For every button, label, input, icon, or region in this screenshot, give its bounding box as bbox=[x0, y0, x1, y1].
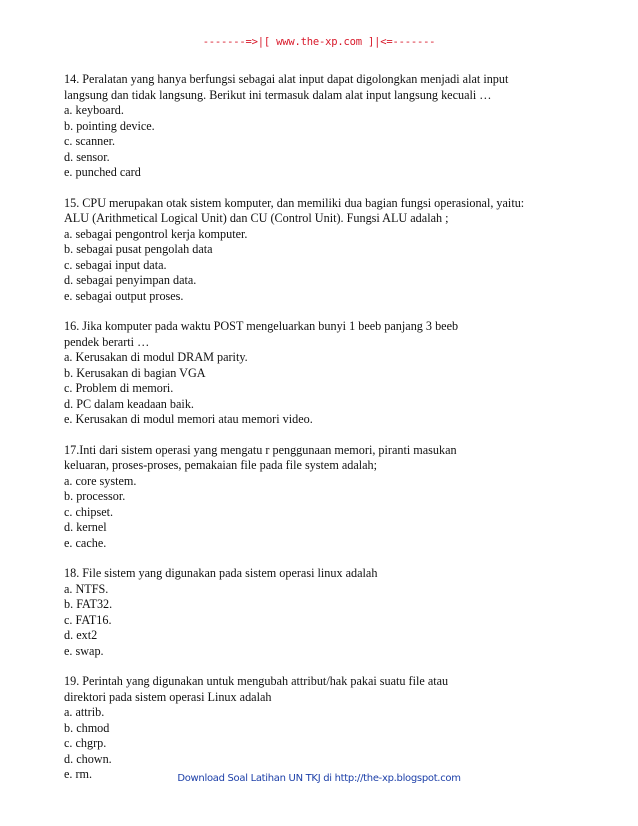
option-a: a. attrib. bbox=[64, 705, 105, 719]
option-b: b. FAT32. bbox=[64, 597, 113, 611]
option-c: c. chgrp. bbox=[64, 736, 107, 750]
option-d: d. PC dalam keadaan baik. bbox=[64, 396, 194, 411]
question-text: 18. File sistem yang digunakan pada sistem operasi linux adalah bbox=[64, 566, 378, 580]
question-17 bbox=[64, 443, 604, 552]
option-b: b. Kerusakan di bagian VGA bbox=[64, 365, 206, 380]
option-c: c. sebagai input data. bbox=[64, 257, 167, 272]
question-text: 19. Perintah yang digunakan untuk mengubah attribut/hak pakai suatu file atau direktori pada sistem operasi Linux adalah bbox=[64, 674, 449, 704]
page-header: -------=>|[ www.the-xp.com ]|<=------- bbox=[202, 36, 436, 48]
option-a: a. sebagai pengontrol kerja komputer. bbox=[64, 226, 248, 241]
question-text: 17.Inti dari sistem operasi yang mengatu r penggunaan memori, piranti masukan keluaran, proses-proses, pemakaian file pada file system adalah; bbox=[64, 442, 457, 472]
option-d: d. ext2 bbox=[64, 628, 98, 642]
question-19 bbox=[64, 674, 604, 783]
option-c: c. scanner. bbox=[64, 134, 116, 148]
question-18 bbox=[64, 566, 604, 659]
option-c: c. Problem di memori. bbox=[64, 381, 174, 395]
option-e: e. Kerusakan di modul memori atau memori video. bbox=[64, 412, 313, 426]
option-c: c. chipset. bbox=[64, 504, 114, 519]
option-d: d. sebagai penyimpan data. bbox=[64, 273, 197, 287]
question-list bbox=[64, 72, 604, 798]
option-d: d. kernel bbox=[64, 520, 107, 534]
option-e: e. cache. bbox=[64, 535, 107, 550]
question-text: 15. CPU merupakan otak sistem komputer, dan memiliki dua bagian fungsi operasional, yaitu: ALU (Arithmetical Logical Unit) dan CU (Control Unit). Fungsi ALU adalah ; bbox=[64, 195, 525, 225]
option-c: c. FAT16. bbox=[64, 612, 112, 627]
option-d: d. chown. bbox=[64, 751, 112, 766]
option-a: a. keyboard. bbox=[64, 103, 124, 117]
question-16 bbox=[64, 319, 604, 428]
question-text: 14. Peralatan yang hanya berfungsi sebagai alat input dapat digolongkan menjadi alat input langsung dan tidak langsung. Berikut ini termasuk dalam alat input langsung kecuali … bbox=[64, 72, 509, 102]
question-14 bbox=[64, 72, 604, 181]
option-b: b. processor. bbox=[64, 489, 126, 503]
option-d: d. sensor. bbox=[64, 149, 110, 164]
option-a: a. core system. bbox=[64, 473, 137, 488]
option-b: b. pointing device. bbox=[64, 118, 155, 133]
question-text: 16. Jika komputer pada waktu POST mengeluarkan bunyi 1 beeb panjang 3 beeb pendek berarti … bbox=[64, 319, 459, 349]
question-15 bbox=[64, 196, 604, 305]
option-e: e. rm. bbox=[64, 767, 93, 781]
option-e: e. swap. bbox=[64, 643, 104, 658]
page-footer: Download Soal Latihan UN TKJ di http://the-xp.blogspot.com bbox=[177, 773, 461, 784]
option-e: e. punched card bbox=[64, 165, 141, 179]
option-e: e. sebagai output proses. bbox=[64, 288, 184, 303]
option-a: a. NTFS. bbox=[64, 581, 109, 596]
option-a: a. Kerusakan di modul DRAM parity. bbox=[64, 350, 248, 364]
option-b: b. chmod bbox=[64, 720, 110, 735]
option-b: b. sebagai pusat pengolah data bbox=[64, 242, 213, 256]
